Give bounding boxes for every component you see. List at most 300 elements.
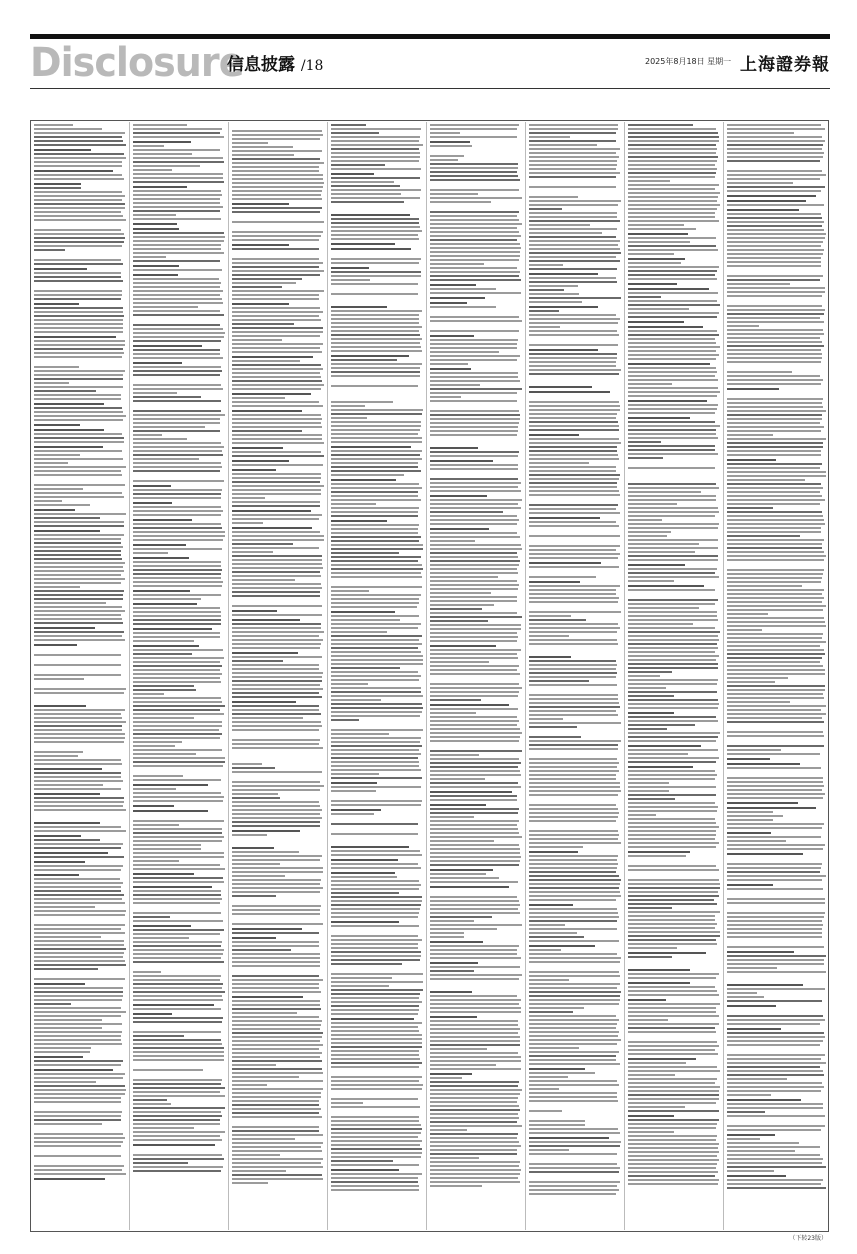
text-line [430,451,519,453]
text-line [727,617,824,619]
text-line [133,1119,220,1121]
text-line [133,1127,194,1129]
text-line [331,1144,420,1146]
text-line [34,639,125,641]
text-line [628,1102,716,1104]
text-line [727,261,821,263]
text-line [529,200,621,202]
text-line [628,258,685,260]
text-line [727,523,825,525]
text-line [628,1110,719,1112]
text-line [331,511,418,513]
text-line [628,907,672,909]
text-line [34,1056,83,1058]
text-line [331,1181,418,1183]
text-line [628,1070,720,1072]
text-line [628,720,718,722]
text-line [529,196,578,198]
text-line [34,1019,102,1021]
text-line [133,873,194,875]
text-line [430,732,522,734]
text-line [628,1123,717,1125]
text-line [529,557,618,559]
text-line [232,1130,319,1132]
text-line [628,387,718,389]
text-line [232,290,324,292]
text-line [529,1171,619,1173]
text-line [331,912,419,914]
text-line [628,487,719,489]
text-line [430,762,521,764]
text-line [232,785,324,787]
text-line [430,1173,520,1175]
text-line [628,124,693,126]
text-line [727,1054,825,1056]
text-line [628,200,717,202]
text-line [331,888,419,890]
text-line [628,1082,715,1084]
text-line [232,1016,319,1018]
text-line [430,124,519,126]
text-line [331,611,395,613]
text-line [727,689,825,691]
text-line [34,964,126,966]
text-line [430,223,522,225]
text-line [430,600,517,602]
text-line [430,1077,462,1079]
text-line [34,1111,122,1113]
text-line [133,466,222,468]
text-line [628,911,720,913]
text-line [628,136,719,138]
text-line [529,883,620,885]
text-line [430,1085,518,1087]
text-line [133,485,171,487]
text-line [529,232,602,234]
text-line [628,915,715,917]
text-line [133,983,223,985]
text-line [529,1096,617,1098]
text-line [727,209,799,211]
text-line [727,819,773,821]
text-line [727,283,790,285]
text-line [430,832,519,834]
text-line [34,570,124,572]
text-line [34,705,86,707]
text-line [133,124,187,126]
text-line [133,792,221,794]
text-line [727,709,821,711]
text-line [529,289,564,291]
text-line [133,800,223,802]
text-line [529,949,561,951]
text-line [628,1066,717,1068]
text-line [430,159,458,161]
text-line [727,430,821,432]
text-line [628,152,716,154]
text-line [232,414,321,416]
text-line [430,856,521,858]
text-line [727,454,821,456]
text-line [34,696,126,702]
text-line [727,128,825,130]
text-line [430,936,464,938]
text-line [133,493,221,495]
text-line [232,1100,319,1102]
text-line [727,832,771,834]
text-line [331,576,422,578]
text-line [529,446,617,448]
text-line [34,525,124,527]
text-line [529,409,620,411]
text-line [628,667,718,669]
text-line [727,1158,823,1160]
text-line [430,740,519,742]
text-line [331,1098,418,1100]
text-line [133,1154,222,1156]
text-line [133,840,222,842]
text-line [232,961,320,963]
text-line [232,979,323,981]
text-line [430,460,493,462]
text-line [628,572,715,574]
text-line [727,569,824,571]
text-line [331,619,400,621]
text-line [133,519,192,521]
text-line [133,194,222,196]
text-line [727,487,823,489]
text-line [529,786,620,788]
text-line [133,933,220,935]
text-line [331,218,419,220]
text-line [232,307,320,309]
text-line [133,877,223,879]
text-line [331,425,421,427]
text-line [727,971,826,973]
text-line [727,491,820,493]
text-line [133,539,223,541]
text-line [133,975,221,977]
text-line [727,1175,786,1177]
text-line [727,653,825,655]
text-line [628,1086,720,1088]
text-line [34,203,125,205]
text-line [529,306,598,308]
text-line [727,827,822,829]
text-line [133,1043,222,1045]
text-line [331,334,420,336]
text-line [331,659,423,661]
text-line [232,162,324,164]
text-line [529,322,618,324]
text-line [331,904,421,906]
text-line [133,514,221,516]
text-line [628,887,720,889]
text-line [232,789,320,791]
text-line [331,993,420,995]
text-line [331,160,419,162]
text-line [133,561,221,563]
text-line [232,1072,323,1074]
text-line [727,661,820,663]
text-line [430,873,486,875]
text-line [232,635,319,637]
text-line [331,479,396,481]
text-line [430,588,518,590]
text-line [727,233,826,235]
text-line [34,780,123,782]
text-line [34,554,121,556]
text-line [727,992,757,994]
text-line [34,755,78,757]
text-line [34,245,122,247]
text-line [232,1108,321,1110]
text-line [133,332,225,334]
text-line [430,999,521,1001]
text-line [529,504,618,506]
text-line [133,410,221,412]
text-line [133,594,221,596]
text-line [232,154,294,156]
text-line [331,1030,419,1032]
text-line [34,331,123,333]
text-line [232,913,320,915]
text-line [331,1088,422,1090]
text-line [133,392,177,394]
text-line [331,164,385,166]
text-line [232,928,302,930]
text-line [628,707,718,709]
text-line [133,426,205,428]
text-line [331,234,418,236]
text-line [232,1012,297,1014]
text-line [34,1165,124,1167]
text-line [133,890,221,892]
text-line [331,279,370,281]
text-line [529,512,620,514]
text-line [34,327,123,329]
text-line [133,925,191,927]
text-line [529,256,616,258]
text-line [727,1125,825,1127]
text-line [331,140,419,142]
text-line [628,176,715,178]
text-line [34,241,124,243]
text-line [232,801,319,803]
text-line [133,177,223,179]
text-line [133,775,183,777]
text-line [430,653,517,655]
text-line [430,316,519,318]
text-line [727,361,821,363]
text-line [331,598,419,600]
text-line [430,908,518,910]
text-line [628,421,715,423]
text-line [133,236,225,238]
text-line [430,848,520,850]
text-line [232,166,319,168]
text-line [232,941,319,943]
text-line [34,199,122,201]
text-line [727,1099,801,1101]
text-line [727,414,822,416]
text-line [232,430,302,432]
text-line [34,513,126,515]
text-line [529,220,620,222]
text-line [34,644,77,646]
text-line [430,1125,522,1127]
text-line [529,834,619,836]
text-line [628,603,715,605]
text-line [34,987,123,989]
text-line [430,592,491,594]
text-line [232,672,323,674]
text-line [133,1131,225,1133]
text-line [232,518,319,520]
text-line [331,520,387,522]
text-line [34,1155,121,1157]
text-line [232,539,324,541]
text-line [727,807,816,809]
text-line [232,1084,267,1086]
text-line [133,1091,220,1093]
text-line [331,765,419,767]
text-line [727,450,821,452]
text-line [331,1116,419,1118]
text-line [133,232,224,234]
text-line [430,924,522,926]
text-line [232,460,289,462]
text-line [331,1136,418,1138]
text-line [133,898,222,900]
text-line [232,364,321,366]
text-line [232,343,323,345]
text-line [529,1132,620,1134]
text-line [727,410,826,412]
text-line [430,624,521,626]
text-line [727,1066,820,1068]
masthead-rule [30,88,830,89]
text-line [34,429,104,431]
text-line [628,802,715,804]
text-line [133,1008,221,1010]
text-line [232,397,285,399]
text-line [628,675,660,677]
text-line [331,201,404,203]
text-line [529,971,619,973]
text-line [133,957,221,959]
text-line [331,342,420,344]
text-line [430,974,522,976]
text-line [133,999,223,1001]
text-line [232,315,319,317]
text-line [628,220,719,222]
text-line [34,763,122,765]
text-line [727,499,825,501]
text-line [529,373,619,375]
text-line [232,713,321,715]
text-line [133,737,220,739]
text-line [331,769,421,771]
text-line [430,673,520,675]
text-line [331,892,399,894]
text-line [331,671,418,673]
text-line [628,749,718,751]
text-line [331,148,419,150]
text-line [331,450,422,452]
text-line [628,395,717,397]
text-line [232,469,276,471]
text-line [34,492,122,494]
text-line [727,379,823,381]
text-line [628,842,719,844]
text-line [331,989,423,991]
text-line [232,631,324,633]
text-line [331,985,389,987]
text-line [34,229,121,231]
text-line [133,1123,220,1125]
text-line [430,455,518,457]
text-line [331,711,422,713]
text-line [628,1179,719,1181]
text-line [133,1087,225,1089]
text-line [628,184,719,186]
text-line [232,422,321,424]
text-line [727,912,825,914]
text-line [628,1098,719,1100]
text-line [430,1121,517,1123]
text-line [628,883,720,885]
text-line [628,790,669,792]
text-line [529,983,620,985]
text-line [331,590,369,592]
text-line [628,1094,719,1096]
text-line [529,1015,616,1017]
text-line [430,970,474,972]
text-line [430,649,521,651]
text-line [529,365,616,367]
text-line [430,1169,521,1171]
text-line [34,562,125,564]
text-line [232,311,323,313]
text-line [628,1135,717,1137]
text-line [34,403,104,405]
text-line [331,615,419,617]
text-line [133,590,190,592]
text-line [133,701,222,703]
text-line [331,959,420,961]
text-line [133,186,187,188]
text-line [628,647,718,649]
text-line [133,945,221,947]
text-line [232,643,321,645]
text-line [331,1013,418,1015]
text-line [727,422,820,424]
text-line [727,398,823,400]
text-line [727,287,825,289]
text-line [529,842,621,844]
text-line [430,665,519,667]
text-line [529,912,618,914]
text-line [232,266,319,268]
text-line [133,128,222,130]
text-line [727,1062,826,1064]
text-line [529,987,617,989]
text-line [628,1078,717,1080]
text-line [727,844,825,846]
text-line [727,1179,823,1181]
text-line [628,830,716,832]
